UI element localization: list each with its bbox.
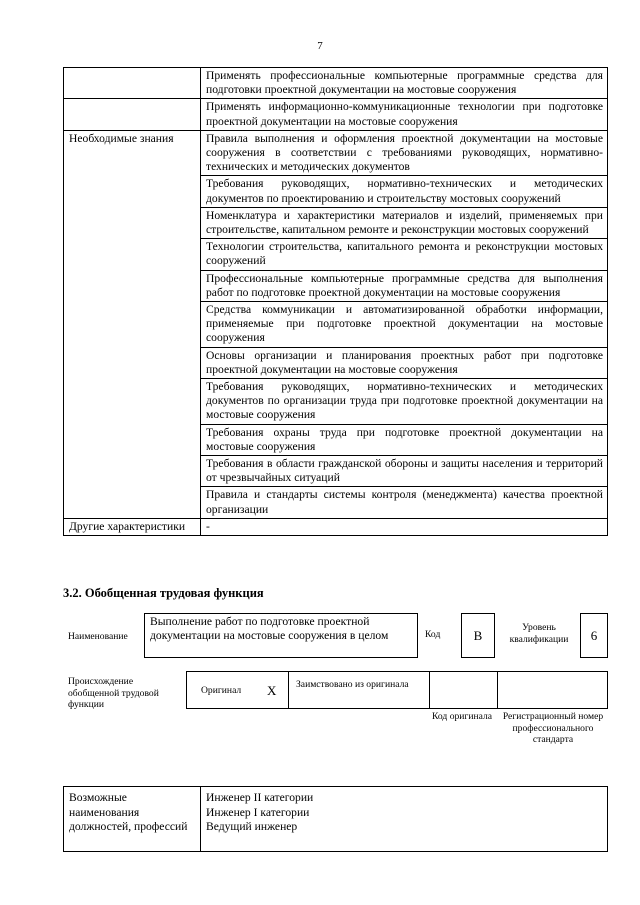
row-label (64, 68, 201, 99)
row-label-other: Другие характеристики (64, 518, 201, 535)
original-mark: X (267, 683, 277, 698)
row-text: Технологии строительства, капитального ремонта и реконструкции мостовых сооружений (201, 239, 608, 270)
row-label (64, 99, 201, 130)
borrowed-label: Заимствовано из оригинала (288, 672, 429, 708)
row-text: Требования руководящих, нормативно-технических и методических документов по организации труда при подготовке проектной документации на мостовые сооружения (201, 379, 608, 425)
origin-row (186, 671, 608, 709)
position-item: Инженер II категории (206, 791, 314, 804)
row-text: Требования руководящих, нормативно-технических и методических документов по проектированию и строительству мостовых сооружений (201, 176, 608, 207)
name-value: Выполнение работ по подготовке проектной документации на мостовые сооружения в целом (144, 613, 418, 658)
row-label-knowledge: Необходимые знания (64, 130, 201, 518)
row-text: Применять информационно-коммуникационные технологии при подготовке проектной документации на мостовые сооружения (201, 99, 608, 130)
table-row (64, 130, 608, 176)
level-label: Уровень квалификации (509, 622, 569, 645)
code-label: Код (425, 629, 441, 640)
original-label: Оригинал (201, 685, 242, 696)
table-row (64, 518, 608, 535)
row-text: Средства коммуникации и автоматизированной обработки информации, применяемые при подготовке проектной документации на мостовые сооружения (201, 302, 608, 348)
original-cell (187, 672, 288, 708)
row-text: Требования в области гражданской обороны и защиты населения и территорий от чрезвычайных ситуаций (201, 456, 608, 487)
positions-list (201, 787, 608, 852)
code-value: В (461, 613, 495, 658)
table-row (64, 68, 608, 99)
page-number: 7 (317, 40, 323, 52)
section-heading: 3.2. Обобщенная трудовая функция (63, 586, 264, 600)
position-item: Инженер I категории (206, 805, 310, 819)
row-text: Правила и стандарты системы контроля (менеджмента) качества проектной организации (201, 487, 608, 518)
row-text: - (201, 518, 608, 535)
origin-label: Происхождение обобщенной трудовой функции (68, 676, 159, 710)
knowledge-table (63, 67, 608, 536)
name-label: Наименование (68, 631, 128, 642)
table-row (64, 99, 608, 130)
positions-table (63, 786, 608, 852)
original-code-cell (429, 672, 497, 708)
positions-label: Возможные наименования должностей, профессий (64, 787, 201, 852)
reg-number-cell (497, 672, 607, 708)
row-text: Номенклатура и характеристики материалов и изделий, применяемых при строительстве, капитальном ремонте и реконструкции мостовых сооружений (201, 207, 608, 238)
reg-number-caption: Регистрационный номер профессионального стандарта (502, 711, 604, 745)
original-code-caption: Код оригинала (431, 711, 493, 722)
row-text: Основы организации и планирования проектных работ при подготовке проектной документации на мостовые сооружения (201, 347, 608, 378)
level-value: 6 (580, 613, 608, 658)
row-text: Применять профессиональные компьютерные программные средства для подготовки проектной документации на мостовые сооружения (201, 68, 608, 99)
position-item: Ведущий инженер (206, 820, 298, 833)
row-text: Требования охраны труда при подготовке проектной документации на мостовые сооружения (201, 424, 608, 455)
table-row (64, 787, 608, 852)
row-text: Правила выполнения и оформления проектной документации на мостовые сооружения в соответствии с требованиями руководящих, нормативно-технических и методических документов (201, 130, 608, 176)
row-text: Профессиональные компьютерные программные средства для выполнения работ по подготовке проектной документации на мостовые сооружения (201, 270, 608, 301)
